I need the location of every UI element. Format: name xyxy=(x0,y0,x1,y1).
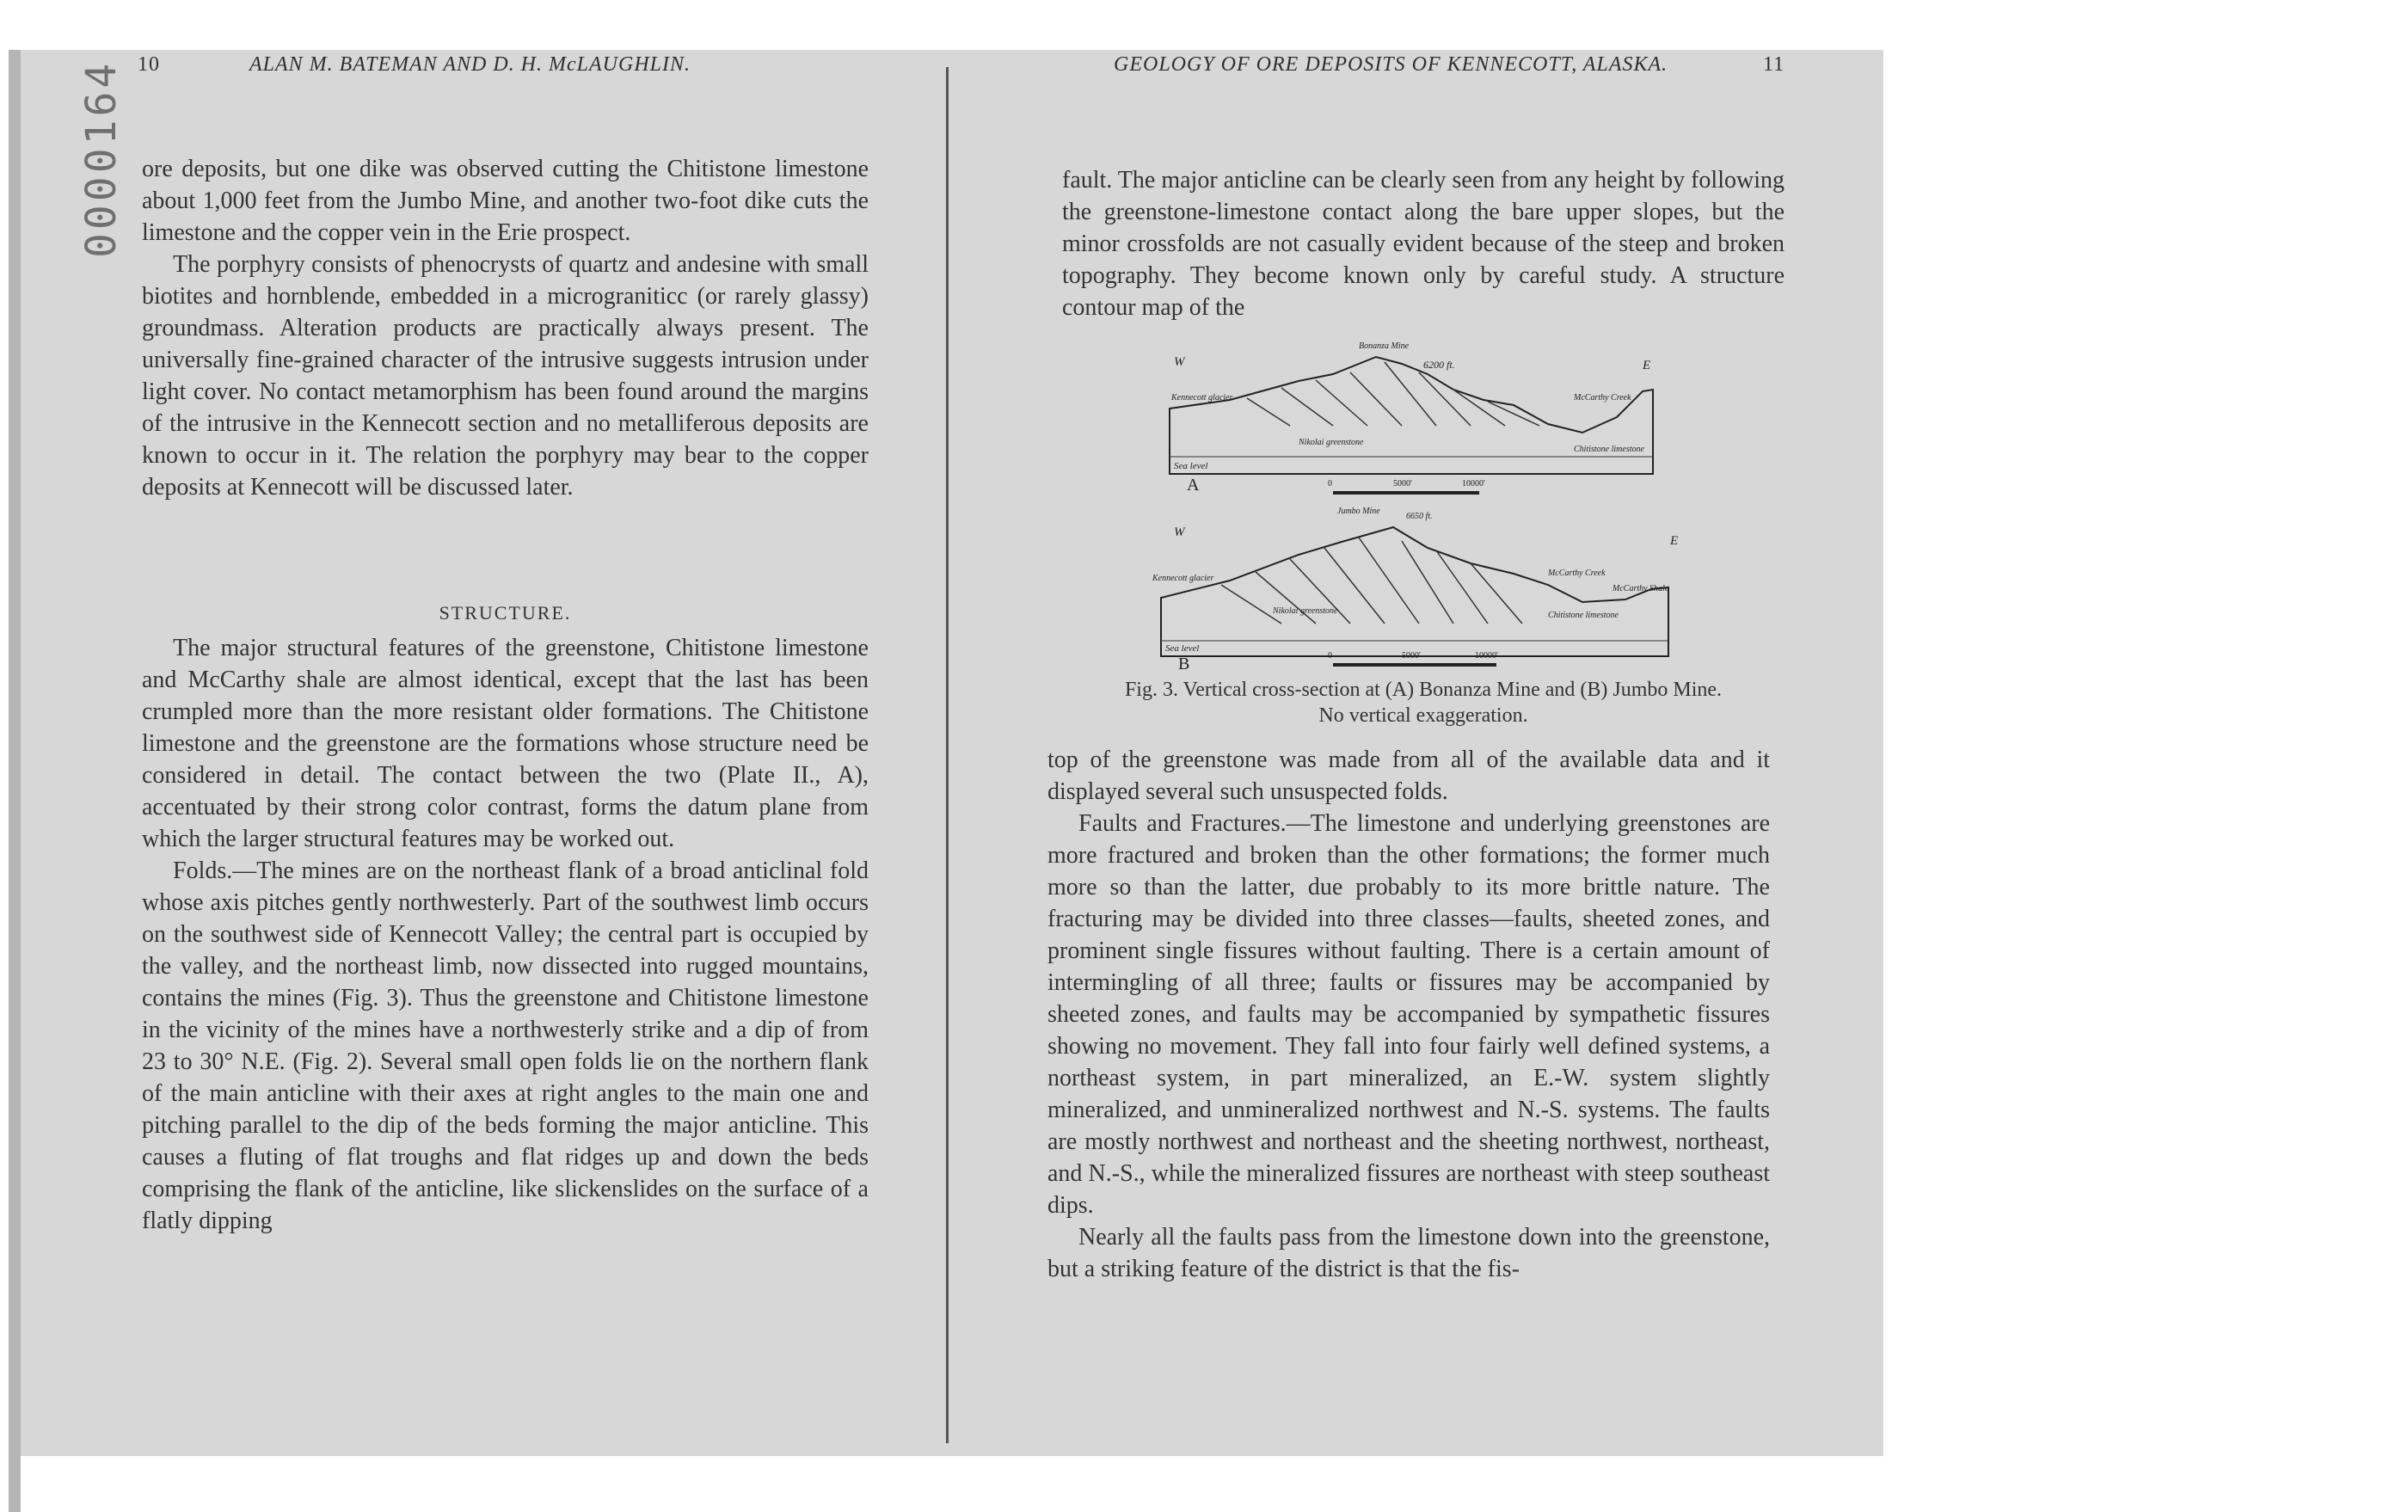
west-label-a: W xyxy=(1174,355,1185,369)
sea-level-label-b: Sea level xyxy=(1165,643,1200,654)
paragraph: The porphyry consists of phenocrysts of quartz and andesine with small biotites and hornblende, embedded in a micrograniticc (or rarely glassy) groundmass. Alteration products are practically always present. The universally fine-grained character of the intrusive suggests intrusion under light cover. No contact metamorphism has been found around the margins of the intrusive in the Kennecott section and no metalliferous deposits are known to occur in it. The relation the porphyry may bear to the copper deposits at Kennecott will be discussed later. xyxy=(142,251,869,501)
paragraph: ore deposits, but one dike was observed cutting the Chitistone limestone about 1,000 feet from the Jumbo Mine, and another two-foot dike cuts the limestone and the copper vein in the Erie prospect. xyxy=(142,156,869,246)
height-b-label: 6650 ft. xyxy=(1406,512,1433,521)
section-heading: STRUCTURE. xyxy=(439,602,572,624)
figure-caption xyxy=(1045,677,1802,728)
nikolai-label-a: Nikolai greenstone xyxy=(1299,438,1364,447)
left-running-head: ALAN M. BATEMAN AND D. H. McLAUGHLIN. xyxy=(249,53,691,76)
chitistone-label-a: Chitistone limestone xyxy=(1574,445,1644,454)
chitistone-label-b: Chitistone limestone xyxy=(1548,611,1619,620)
scale-10000-a: 10000' xyxy=(1462,479,1485,489)
cross-section-figure xyxy=(1144,340,1694,671)
paragraph: Faults and Fractures.—The limestone and underlying greenstones are more fractured and broken than the other formations; the former much more so than the latter, due probably to its more brittle nature. The fracturing may be divided into three classes—faults, sheeted zones, and prominent single fissures without faulting. There is a certain amount of intermingling of all three; faults or fissures may be accompanied by sheeted zones, and faults may be accompanied by sympathetic fissures showing no movement. They fall into four fairly well defined systems, a northeast system, in part mineralized, an E.-W. system slightly mineralized, and unmineralized northwest and N.-S. systems. The faults are mostly northwest and northeast and the sheeting northwest, northeast, and N.-S., while the mineralized fissures are northeast with steep southeast dips. xyxy=(1047,810,1770,1219)
paragraph: Nearly all the faults pass from the limestone down into the greenstone, but a striking feature of the district is that the fis- xyxy=(1047,1224,1770,1282)
a-label: A xyxy=(1187,476,1200,495)
scale-5000-b: 5000' xyxy=(1402,651,1421,661)
right-page-header xyxy=(1763,53,1784,77)
scale-zero-b: 0 xyxy=(1328,651,1332,661)
b-label: B xyxy=(1178,655,1190,671)
scale-zero-a: 0 xyxy=(1328,479,1332,489)
left-text-block-1 xyxy=(142,153,869,503)
right-text-block-top xyxy=(1062,164,1784,323)
left-page-number: 10 xyxy=(138,53,160,76)
scan-edge xyxy=(9,50,21,1512)
nikolai-label-b: Nikolai greenstone xyxy=(1273,606,1338,616)
kennecott-glacier-label-a: Kennecott glacier xyxy=(1171,393,1233,403)
paragraph: Folds.—The mines are on the northeast flank of a broad anticlinal fold whose axis pitches gently northwesterly. Part of the southwest limb occurs on the southwest side of Kennecott Valley; the central part is occupied by the valley, and the northeast limb, now dissected into rugged mountains, contains the mines (Fig. 3). Thus the greenstone and Chitistone limestone in the vicinity of the mines have a northwesterly strike and a dip of from 23 to 30° N.E. (Fig. 2). Several small open folds lie on the northern flank of the main anticline with their axes at right angles to the main one and pitching parallel to the dip of the beds forming the major anticline. This causes a fluting of flat troughs and flat ridges up and down the beds comprising the flank of the anticline, like slickenslides on the surface of a flatly dipping xyxy=(142,857,869,1234)
mccarthy-creek-label-a: McCarthy Creek xyxy=(1574,393,1631,403)
jumbo-label: Jumbo Mine xyxy=(1337,507,1380,516)
kennecott-glacier-label-b: Kennecott glacier xyxy=(1152,574,1214,583)
bonanza-label: Bonanza Mine xyxy=(1359,341,1410,351)
section-b xyxy=(1152,507,1678,671)
left-page-header xyxy=(138,53,160,77)
east-label-b: E xyxy=(1670,534,1679,548)
paragraph: top of the greenstone was made from all of the available data and it displayed several such unsuspected folds. xyxy=(1047,747,1770,805)
sea-level-label-a: Sea level xyxy=(1174,461,1208,471)
section-a xyxy=(1170,341,1653,495)
east-label-a: E xyxy=(1643,359,1651,372)
right-text-block-bottom xyxy=(1047,744,1770,1285)
paragraph: fault. The major anticline can be clearly seen from any height by following the greenstone-limestone contact along the bare upper slopes, but the minor crossfolds are not casually evident because of the steep and broken topography. They become known only by careful study. A structure contour map of the xyxy=(1062,167,1784,321)
archive-id: 0000164 xyxy=(77,59,126,258)
mccarthy-shale-label: McCarthy Shale xyxy=(1612,584,1669,593)
right-page-number: 11 xyxy=(1763,53,1785,76)
left-text-block-2 xyxy=(142,632,869,1237)
scale-10000-b: 10000' xyxy=(1475,651,1498,661)
mccarthy-creek-label-b: McCarthy Creek xyxy=(1548,569,1606,578)
paragraph: The major structural features of the greenstone, Chitistone limestone and McCarthy shale are almost identical, except that the last has been crumpled more than the more resistant older formations. The Chitistone limestone and the greenstone are the formations whose structure need be considered in detail. The contact between the two (Plate II., A), accentuated by their strong color contrast, forms the datum plane from which the larger structural features may be worked out. xyxy=(142,635,869,852)
height-a-label: 6200 ft. xyxy=(1423,359,1455,371)
caption-line-2: No vertical exaggeration. xyxy=(1318,704,1528,727)
scale-5000-a: 5000' xyxy=(1393,479,1412,489)
caption-line-1: Fig. 3. Vertical cross-section at (A) Bonanza Mine and (B) Jumbo Mine. xyxy=(1124,679,1723,701)
west-label-b: W xyxy=(1174,526,1185,539)
right-running-head: GEOLOGY OF ORE DEPOSITS OF KENNECOTT, ALASKA. xyxy=(1114,53,1668,76)
